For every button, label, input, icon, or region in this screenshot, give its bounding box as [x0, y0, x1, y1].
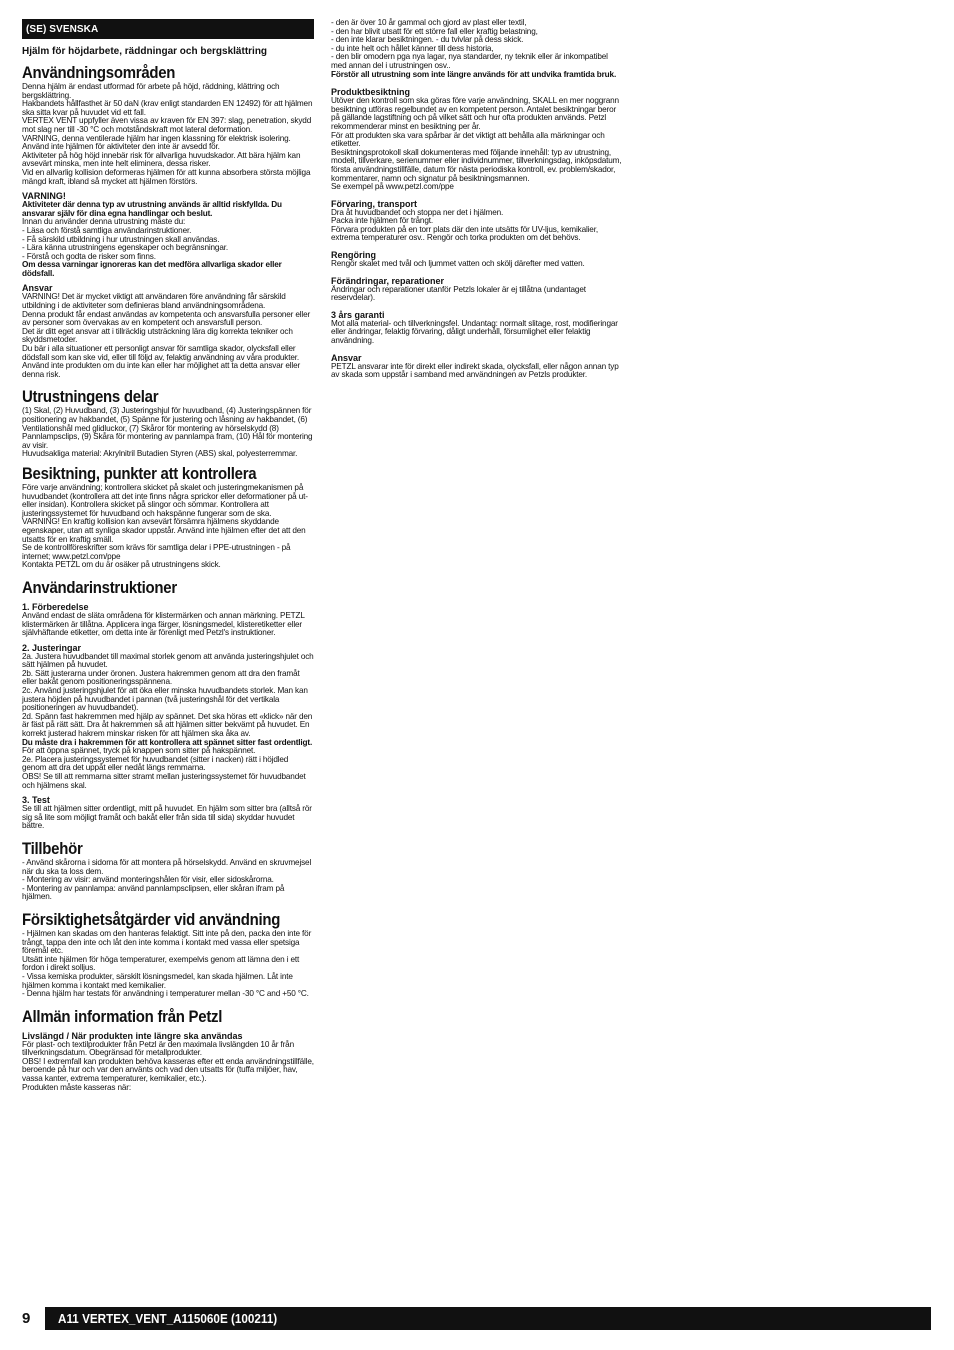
bold-note: Du måste dra i hakremmen för att kontrollera att spännet sitter fast ordentligt.	[22, 737, 313, 747]
paragraph: VARNING! Det är mycket viktigt att användaren före användning får särskild utbildning i de aktiviteter som definieras bland användningsområdena.	[22, 292, 286, 311]
paragraph: Utsätt inte hjälmen för höga temperaturer, exempelvis genom att lämna den i ett fordon i direkt solljus.	[22, 954, 300, 973]
paragraph: 2c. Använd justeringshjulet för att öka eller minska huvudbandets storlek. Man kan justera höjden på huvudbandet i pannan (två justeringshål för det vertikala positioneringen av huvudbandet).	[22, 686, 308, 713]
paragraph: (1) Skal, (2) Huvudband, (3) Justeringshjul för huvudband, (4) Justeringspännen för positionering av hakbandet, (5) Spänne för justering och låsning av hakbandet, (6) Ventilationshål med glidluckor, (7) Skåror för montering av hörselskydd (8) Pannlampsclips, (9) Skåra för montering av pannlampa fram, (10) Hål för montering av visir.	[22, 406, 313, 450]
paragraph: Se de kontrollföreskrifter som krävs för samtliga delar i PPE-utrustningen - på internet; www.petzl.com/ppe	[22, 543, 291, 561]
list-item: - den är över 10 år gammal och gjord av plast eller textil,	[331, 18, 527, 27]
paragraph: 2d. Spänn fast hakremmen med hjälp av spännet. Det ska höras ett «klick» när den är fäst på rätt sätt. Dra åt hakremmen så att hjälmen sitter bekvämt på huvudet. En korrekt justerad hakrem minskar risken för att hjälmen ska åka av.	[22, 711, 313, 739]
list-item: - den inte klarar besiktningen. - du tvivlar på dess skick.	[331, 35, 524, 45]
paragraph: Använd inte hjälmen för aktiviteter den inte är avsedd för.	[22, 142, 220, 152]
paragraph: Aktiviteter på hög höjd innebär risk för allvarliga huvudskador. Att bära hjälm kan avsevärt minska, men inte helt eliminera, dessa risker.	[22, 150, 301, 169]
paragraph: Hakbandets hållfasthet är 50 daN (krav enligt standarden EN 12492) för att hjälmen ska sitta kvar på huvudet vid ett fall.	[22, 99, 313, 117]
paragraph: OBS! Se till att remmarna sitter stramt mellan justeringssystemet för huvudbandet och hjälmens skal.	[22, 772, 306, 790]
cleaning-heading: Rengöring	[331, 250, 376, 261]
document-subtitle: Hjälm för höjdarbete, räddningar och bergsklättring	[22, 46, 268, 57]
list-item: - den blir omodern pga nya lagar, nya standarder, ny teknik eller är inkompatibel med annan del i utrustningen osv..	[331, 52, 608, 70]
storage-heading: Förvaring, transport	[331, 198, 418, 209]
paragraph: Se till att hjälmen sitter ordentligt, mitt på huvudet. En hjälm som sitter bra (alltså rör sig så lite som möjligt framåt och bakåt eller från sida till sida) skyddar huvudet bättre.	[22, 804, 312, 831]
warning-bold-text: Aktiviteter där denna typ av utrustning används är alltid riskfyllda. Du ansvarar själv för dina egna handlingar och beslut.	[22, 200, 282, 218]
list-item: - Hjälmen kan skadas om den hanteras felaktigt. Sitt inte på den, packa den inte för trångt, tappa den inte och låt den inte komma i kontakt med vassa eller spetsiga föremål etc.	[22, 928, 312, 956]
list-item: - Läsa och förstå samtliga användarinstruktioner.	[22, 225, 192, 235]
paragraph: Förvara produkten på en torr plats där den inte utsätts för UV-ljus, kemikalier, extrema temperaturer osv.. Rengör och torka produkten om det behövs.	[331, 224, 598, 243]
language-header: (SE) SVENSKA	[22, 19, 314, 39]
paragraph: Denna produkt får endast användas av kompetenta och ansvarsfulla personer eller av personer som övervakas av en kompetent och ansvarsfull person.	[22, 309, 311, 328]
list-item: - den har blivit utsatt för ett större fall eller kraftig belastning,	[331, 26, 538, 36]
list-item: - Denna hjälm har testats för användning i temperaturer mellan -30 °C and +50 °C.	[22, 989, 309, 999]
subheading-lifetime: Livslängd / När produkten inte längre ska användas	[22, 1030, 243, 1041]
paragraph: Utöver den kontroll som ska göras före varje användning, SKALL en mer noggrann besiktning utföras regelbundet av en kompetent person. Antalet besiktningar beror på gällande lagstiftning och på vilket sätt och hur ofta produkten används. Petzl rekommenderar minst en besiktning per år.	[331, 96, 619, 131]
document-reference: A11 VERTEX_VENT_A115060E (100211)	[58, 1311, 278, 1326]
responsibility-heading: Ansvar	[22, 283, 53, 294]
left-column	[22, 19, 314, 1092]
paragraph: OBS! I extremfall kan produkten behöva kasseras efter ett enda användningstillfälle, beroende på hur och var den använts och vad den utsatts för (tuffa miljöer, hav, vassa kanter, extrema temperaturer, kemikalier, etc.).	[22, 1056, 314, 1084]
page-number: 9	[22, 1310, 31, 1327]
usage-body	[22, 83, 314, 186]
paragraph: Ändringar och reparationer utanför Petzls lokaler är ej tillåtna (undantaget reservdelar).	[331, 284, 586, 303]
section-title-inspection: Besiktning, punkter att kontrollera	[22, 463, 257, 483]
section-title-parts: Utrustningens delar	[22, 387, 159, 407]
paragraph: 2a. Justera huvudbandet till maximal storlek genom att använda justeringshjulet och sätt hjälmen på huvudet.	[22, 651, 314, 670]
paragraph: För plast- och textilprodukter från Petzl är den maximala livslängden 10 år från tillverkningsdatum. Obegränsad för metallprodukter.	[22, 1039, 294, 1058]
list-item: - Vissa kemiska produkter, särskilt lösningsmedel, kan skada hjälmen. Låt inte hjälmen komma i kontakt med kemikalier.	[22, 971, 293, 990]
list-item: - Montering av pannlampa: använd pannlampsclipsen, eller skåran ifram på hjälmen.	[22, 883, 285, 902]
section-title-instructions: Användarinstruktioner	[22, 577, 177, 597]
section-title-accessories: Tillbehör	[22, 838, 83, 858]
right-column	[331, 19, 623, 380]
paragraph: Du bär i alla situationer ett personligt ansvar för samtliga skador, olycksfall eller dödsfall som kan ske vid, eller till följd av, felaktig användning av våra produkter. Använd inte produkten om du inte kan eller har möjlighet att ta detta ansvar eller denna risk.	[22, 344, 301, 379]
list-item: - Lära känna utrustningens egenskaper och begränsningar.	[22, 243, 228, 253]
paragraph: Produkten måste kasseras när:	[22, 1082, 131, 1092]
paragraph: Dra åt huvudbandet och stoppa ner det i hjälmen.	[331, 207, 504, 217]
paragraph: Rengör skalet med tvål och ljummet vatten och skölj därefter med vatten.	[331, 259, 585, 269]
paragraph: Mot alla material- och tillverkningsfel. Undantag: normalt slitage, rost, modifieringar eller ändringar, felaktig förvaring, dåligt underhåll, försumlighet eller felaktig användning.	[331, 318, 618, 346]
paragraph: Använd endast de släta områdena för klistermärken och annan märkning. PETZL klistermärken är tillåtna. Applicera inga färger, lösningsmedel, klisteretiketter eller självhäftande etiketter, om detta inte är förenligt med Petzl's instruktioner.	[22, 610, 305, 638]
paragraph: Denna hjälm är endast utformad för arbete på höjd, räddning, klättring och bergsklättring.	[22, 82, 280, 100]
paragraph: Besiktningsprotokoll skall dokumenteras med följande innehåll: typ av utrustning, modell, tillverkare, serienummer eller individnummer, tillverkningsdag, inköpsdatum, första användningstillfälle, datum för nästa periodiska kontroll, ev. problem/skador, kommentarer, namn och signatur på besiktningsmannen.	[331, 147, 622, 183]
list-item: - du inte helt och hållet känner till dess historia,	[331, 43, 494, 53]
product-inspection-heading: Produktbesiktning	[331, 87, 411, 98]
paragraph: För att öppna spännet, tryck på knappen som sitter på hakspännet.	[22, 746, 256, 756]
paragraph: Vid en allvarlig kollision deformeras hjälmen för att kunna absorbera största möjliga mängd kraft, ibland så mycket att hjälmen förstörs.	[22, 167, 311, 186]
section-title-general: Allmän information från Petzl	[22, 1006, 223, 1026]
list-item: - Få särskild utbildning i hur utrustningen skall användas.	[22, 234, 220, 244]
list-item: - Montering av visir: använd monteringshålen för visir, eller sidoskårorna.	[22, 875, 274, 885]
liability-heading: Ansvar	[331, 352, 362, 363]
paragraph: Kontakta PETZL om du är osäker på utrustningens skick.	[22, 560, 221, 570]
paragraph: För att produkten ska vara spårbar är det viktigt att behålla alla märkningar och etiketter.	[331, 130, 605, 149]
paragraph: 2b. Sätt justerarna under öronen. Justera hakremmen genom att dra den framåt eller bakåt genom positioneringsspännena.	[22, 668, 300, 687]
subheading-adjustments: 2. Justeringar	[22, 642, 82, 653]
paragraph: Packa inte hjälmen för trångt.	[331, 216, 433, 226]
modifications-heading: Förändringar, reparationer	[331, 275, 445, 286]
paragraph: PETZL ansvarar inte för direkt eller indirekt skada, olycksfall, eller någon annan typ av skada som uppstår i samband med användningen av Petzls produkter.	[331, 361, 619, 380]
section-title-precautions: Försiktighetsåtgärder vid användning	[22, 909, 281, 929]
subheading-preparation: 1. Förberedelse	[22, 601, 89, 612]
subheading-test: 3. Test	[22, 795, 50, 806]
warranty-heading: 3 års garanti	[331, 309, 385, 320]
paragraph: Se exempel på www.petzl.com/ppe	[331, 182, 454, 192]
paragraph: Före varje användning; kontrollera skicket på skalet och justeringmekanismen på huvudbandet (kontrollera att det inte finns några sprickor eller deformationer på ut- eller insidan). Kontrollera skicket på slingor och sömmar. Kontrollera att justeringssystemet för huvudband och hakspänne fungerar som de ska.	[22, 482, 308, 518]
footer-bar	[45, 1307, 931, 1330]
list-item: - Använd skårorna i sidorna för att montera på hörselskydd. Använd en skruvmejsel när du ska ta loss dem.	[22, 857, 312, 876]
paragraph: Det är ditt eget ansvar att i tillräcklig utsträckning lära dig korrekta tekniker och skyddsmetoder.	[22, 326, 293, 345]
list-item: - Förstå och godta de risker som finns.	[22, 251, 156, 261]
paragraph: Innan du använder denna utrustning måste du:	[22, 217, 186, 227]
paragraph: VERTEX VENT uppfyller även vissa av kraven för EN 397: slag, penetration, skydd mot slag ner till -30 °C och motståndskraft mot lateral deformation.	[22, 116, 312, 134]
warning-heading: VARNING!	[22, 191, 66, 202]
paragraph: Huvudsakliga material: Akrylnitril Butadien Styren (ABS) skal, polyesterremmar.	[22, 449, 298, 459]
warning-bold-text-2: Om dessa varningar ignoreras kan det medföra allvarliga skador eller dödsfall.	[22, 260, 282, 278]
paragraph: VARNING, denna ventilerade hjälm har ingen klassning för elektrisk isolering.	[22, 133, 291, 143]
paragraph: VARNING! En kraftig kollision kan avsevärt försämra hjälmens skyddande egenskaper, utan att synliga skador uppstår. Använd inte hjälmen efter det att den utsatts för en kraftig smäll.	[22, 517, 306, 544]
page-footer	[22, 1307, 931, 1330]
paragraph: 2e. Placera justeringssystemet för huvudbandet (sitter i nacken) rätt i höjdled genom att dra det uppåt eller nedåt längs remmarna.	[22, 754, 289, 773]
bold-note: Förstör all utrustning som inte längre används för att undvika framtida bruk.	[331, 69, 617, 79]
section-title-usage: Användningsområden	[22, 63, 176, 82]
